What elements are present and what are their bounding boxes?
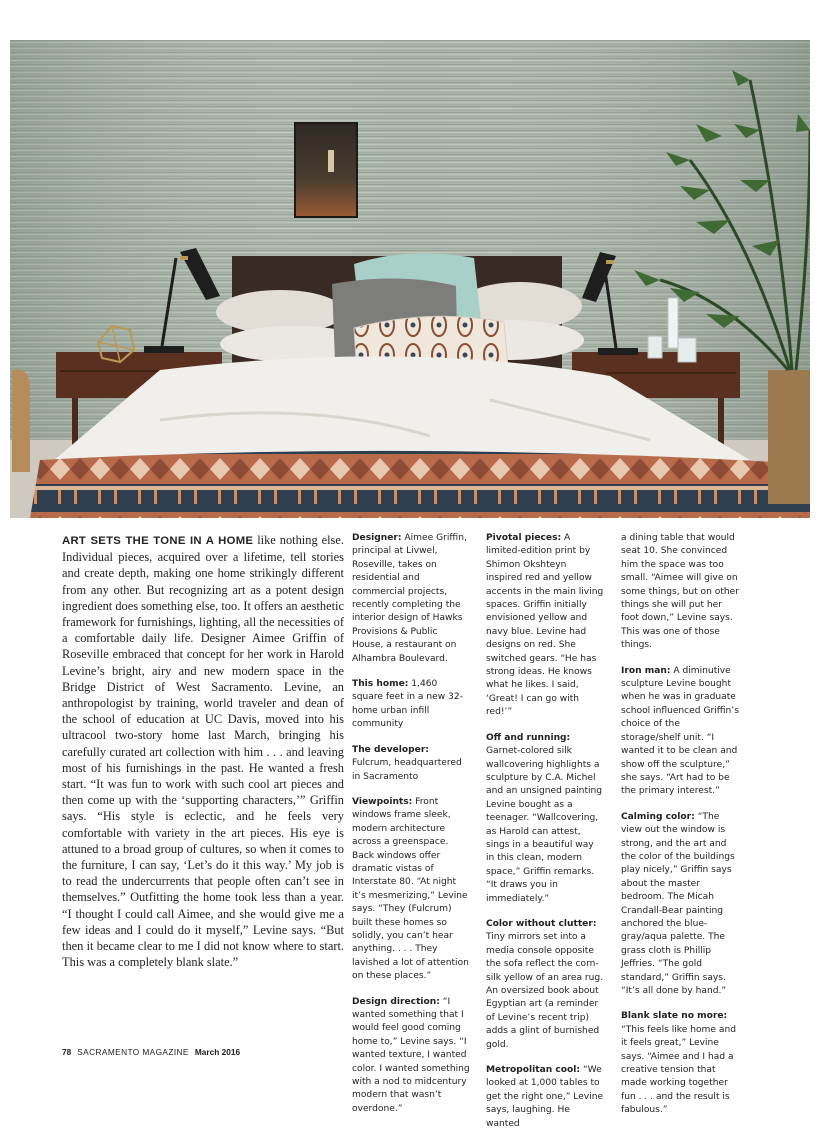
sidebar-item-text: “I wanted something that I would feel good coming home to,” Levine says. “I wanted texture, I wanted color. I wanted something with a nod to midcentury modern that wasn’t overdone.” — [352, 996, 470, 1114]
sidebar-item — [352, 996, 470, 1117]
sidebar-item-head: Blank slate no more: — [621, 1011, 728, 1022]
sidebar-item — [621, 532, 739, 653]
sidebar-item-head: Pivotal pieces: — [486, 533, 562, 543]
sidebar-column-1 — [352, 532, 470, 1128]
sidebar-item-text: Fulcrum, headquartered in Sacramento — [352, 758, 462, 782]
bedroom-photo — [10, 40, 810, 518]
lead-title: ART SETS THE TONE IN A HOME — [62, 535, 254, 547]
sidebar-item — [621, 665, 739, 799]
sidebar-item-head: Metropolitan cool: — [486, 1065, 581, 1076]
sidebar-item-text: a dining table that would seat 10. She convinced him the space was too small. “Aimee will give on some things, but on other things she will put her foot down,” Levine says. This was one of those things. — [621, 533, 739, 651]
folio — [62, 1047, 240, 1057]
issue-date: March 2016 — [194, 1047, 241, 1057]
sidebar-item — [352, 532, 470, 666]
sidebar-column-3 — [621, 532, 739, 1130]
sidebar-item — [486, 532, 604, 720]
page-number: 78 — [62, 1047, 72, 1057]
sidebar-item-head: Designer: — [352, 533, 402, 543]
sidebar-item-text: “We looked at 1,000 tables to get the right one,” Levine says, laughing. He wanted — [486, 1065, 604, 1129]
sidebar-item-head: Design direction: — [352, 996, 440, 1007]
sidebar-item-head: Iron man: — [621, 665, 671, 676]
sidebar-item-text: “The view out the window is strong, and the art and the color of the buildings play nicely,” Griffin says about the master bedroom. The Micah Crandall-Bear painting anchored the blue-gray/aqua palette. The grass cloth is Phillip Jeffries. “The gold standard,” Griffin says. “It’s all done by hand.” — [621, 811, 735, 996]
sidebar-item — [486, 918, 604, 1052]
sidebar-item-text: A diminutive sculpture Levine bought when he was in graduate school influenced Griffin’s choice of the storage/shelf unit. “I wanted it to be clean and show off the sculpture,” she says. “Art had to be the primary interest.” — [621, 665, 739, 797]
sidebar-item — [621, 811, 739, 999]
sidebar-item-text: Front windows frame sleek, modern architecture across a greenspace. Back windows offer dramatic vistas of Interstate 80. “At night it’s mesmerizing,” Levine says. “They (Fulcrum) built these homes so solidly, you can’t hear anything. . . . They lavished a lot of attention on these places.” — [352, 796, 469, 982]
sidebar-item-text: Garnet-colored silk wallcovering highlights a sculpture by C.A. Michel and an unsigned painting Levine bought as a teenager. “Wallcovering, as Harold can attest, sings in a beautiful way in this clean, modern space,” Griffin remarks. “It draws you in immediately.” — [486, 746, 603, 904]
sidebar-item — [352, 744, 470, 784]
sidebar-item-head: This home: — [352, 679, 409, 690]
lead-body: like nothing else. Individual pieces, acquired over a lifetime, tell stories and create depth, making one home strikingly different from any other. But recognizing art as a potent design ingredient does something else, too. It offers an aesthetic framework for furnishings, lighting, all the necessities of a comfortable daily life. Designer Aimee Griffin of Roseville embraced that concept for her work in Harold Levine’s bright, airy and new modern space in the Bridge District of West Sacramento. Levine, an anthropologist by training, world traveler and dean of the school of education at UC Davis, moved into his ultracool two-story home last March, bringing his carefully curated art collection with him . . . and leaving most of his furnishings in the past. He wanted a fresh start. “It was fun to work with such cool art pieces and then come up with the ‘supporting characters,’” Griffin says. “His style is eclectic, and he feels very comfortable with variety in the art pieces. His eye is attuned to a broad group of cultures, so when it comes to the furniture, I can say, ‘Let’s do it this way.’ My job is to read the undercurrents that people often can’t see in themselves.” Outfitting the home took less than a year. “I thought I could call Aimee, and she would give me a few ideas and I could do it myself,” Levine says. “But then it became clear to me I did not know where to start. This was a completely blank slate.” — [62, 533, 344, 970]
sidebar-item — [352, 796, 470, 984]
sidebar-item-head: Off and running: — [486, 732, 571, 743]
sidebar-item-head: The developer: — [352, 744, 429, 755]
lead-column — [62, 532, 344, 970]
lead-paragraph — [62, 532, 344, 970]
publication-name: SACRAMENTO MAGAZINE — [77, 1047, 189, 1057]
sidebar-column-2 — [486, 532, 604, 1143]
sidebar-item-text: Tiny mirrors set into a media console opposite the sofa reflect the corn-silk yellow of an area rug. An oversized book about Egyptian art (a reminder of Levine’s recent trip) adds a glint of burnished gold. — [486, 932, 604, 1050]
sidebar-item-text: “This feels like home and it feels great,” Levine says. “Aimee and I had a creative tension that made working together fun . . . and the result is fabulous.” — [621, 1024, 736, 1116]
sidebar-item-text: A limited-edition print by Shimon Okshteyn inspired red and yellow accents in the main living spaces. Griffin initially envisioned yellow and navy blue. Levine had designs on red. She switched gears. “He has strong ideas. He knows what he likes. I said, ‘Great! I can go with red!’” — [486, 533, 604, 718]
sidebar-item — [486, 732, 604, 906]
sidebar-item — [352, 678, 470, 732]
sidebar-item-head: Calming color: — [621, 811, 695, 822]
sidebar-item-head: Viewpoints: — [352, 796, 413, 807]
sidebar-item — [486, 1064, 604, 1131]
sidebar-item — [621, 1010, 739, 1117]
sidebar-item-text: 1,460 square feet in a new 32-home urban infill community — [352, 679, 463, 730]
sidebar-item-head: Color without clutter: — [486, 918, 597, 929]
sidebar-item-text: Aimee Griffin, principal at Livwel, Roseville, takes on residential and commercial projects, recently completing the interior design of Hawks Provisions & Public House, a restaurant on Alhambra Boulevard. — [352, 533, 467, 664]
